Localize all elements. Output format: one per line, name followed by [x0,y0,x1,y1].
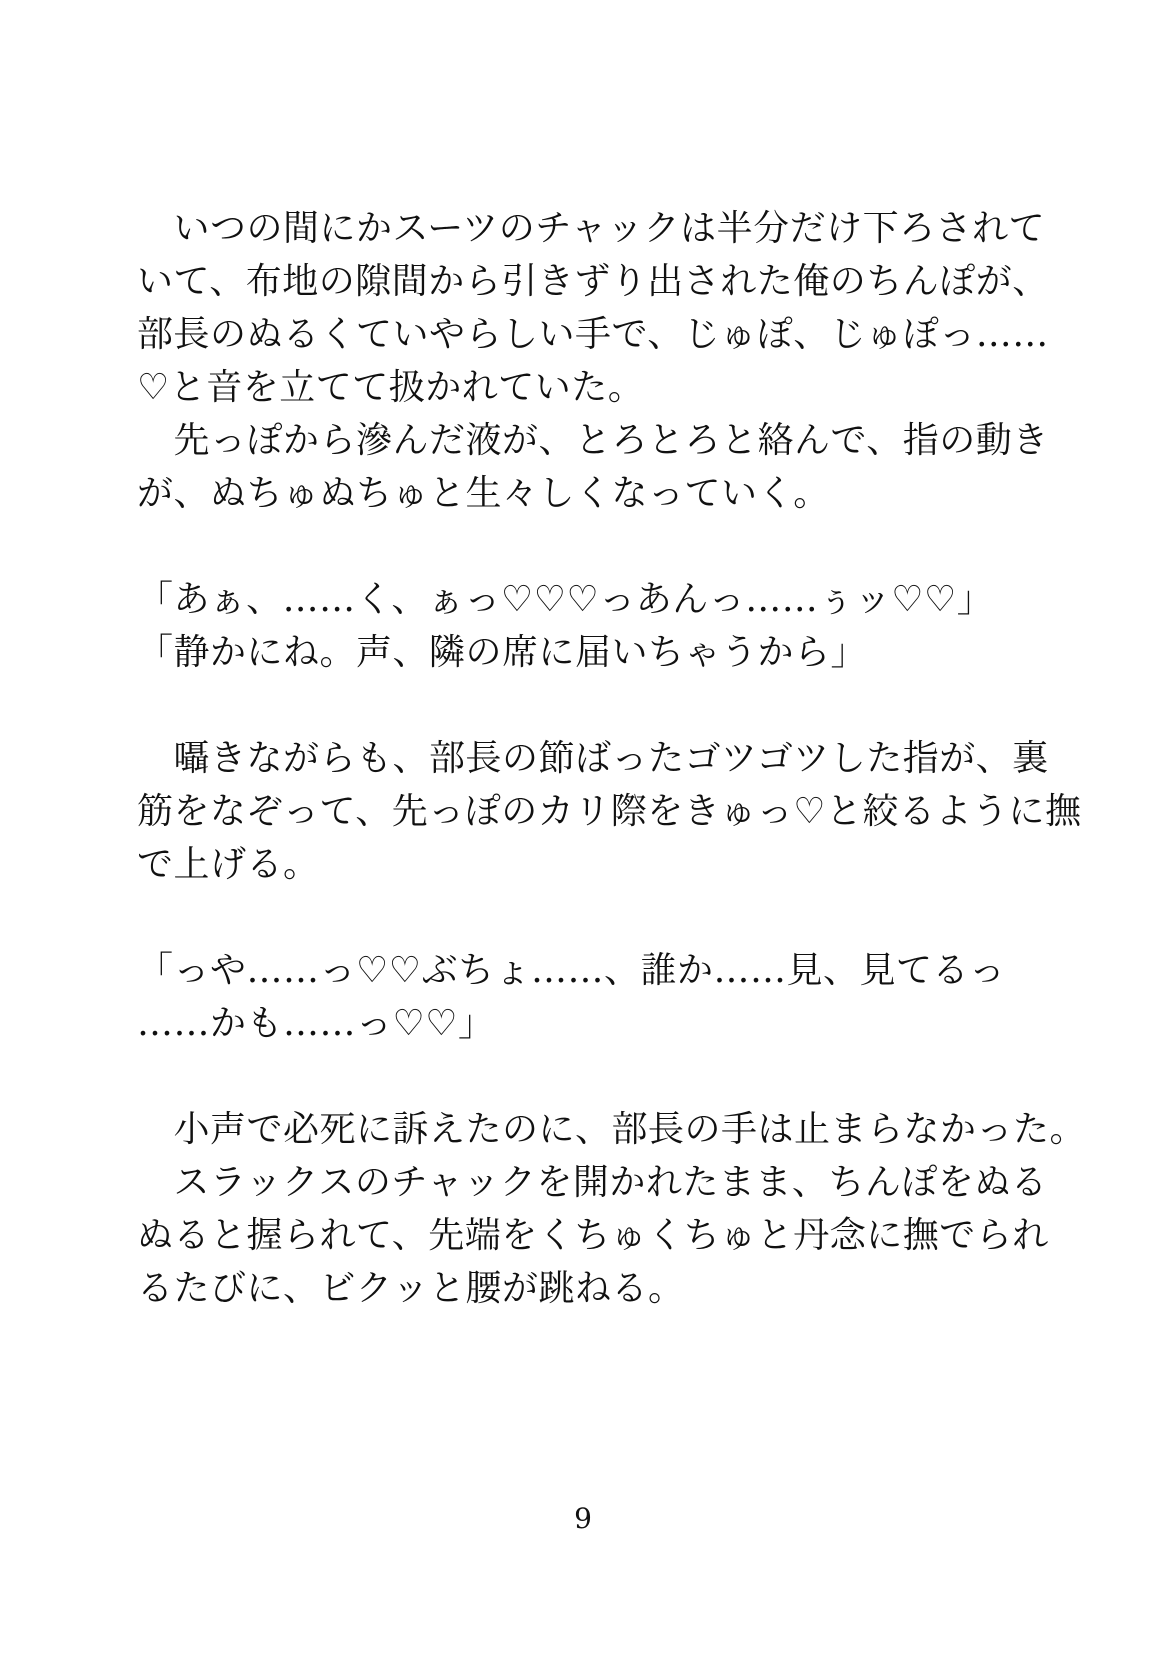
text-line: 「あぁ、……く、ぁっ♡♡♡っあんっ……ぅッ♡♡」 [137,579,994,620]
blank-line [137,1050,1097,1103]
text-line: が、ぬちゅぬちゅと生々しくなっていく。 [137,473,830,514]
text-line: ♡と音を立てて扱かれていた。 [137,367,645,408]
blank-line [137,679,1097,732]
text-line: るたびに、ビクッと腰が跳ねる。 [137,1268,685,1309]
page-number: 9 [574,1502,592,1535]
text-body [137,202,1097,1315]
text-line: 筋をなぞって、先っぽのカリ際をきゅっ♡と絞るように撫 [137,791,1082,832]
text-line: 「っや……っ♡♡ぶちょ……、誰か……見、見てるっ [137,950,1006,991]
blank-line [137,520,1097,573]
text-line: スラックスのチャックを開かれたまま、ちんぽをぬる [137,1162,1048,1203]
text-line: 「静かにね。声、隣の席に届いちゃうから」 [137,632,868,673]
blank-line [137,891,1097,944]
text-line: いて、布地の隙間から引きずり出された俺のちんぽが、 [137,261,1049,302]
text-line: ……かも……っ♡♡」 [137,1003,495,1044]
text-line: ぬると握られて、先端をくちゅくちゅと丹念に撫でられ [137,1215,1049,1256]
text-line: 先っぽから滲んだ液が、とろとろと絡んで、指の動き [137,420,1049,461]
text-line: 部長のぬるくていやらしい手で、じゅぽ、じゅぽっ…… [137,314,1049,355]
text-line: いつの間にかスーツのチャックは半分だけ下ろされて [137,208,1046,249]
text-line: 囁きながらも、部長の節ばったゴツゴツした指が、裏 [137,738,1049,779]
text-line: で上げる。 [137,844,320,885]
text-line: 小声で必死に訴えたのに、部長の手は止まらなかった。 [137,1109,1087,1150]
